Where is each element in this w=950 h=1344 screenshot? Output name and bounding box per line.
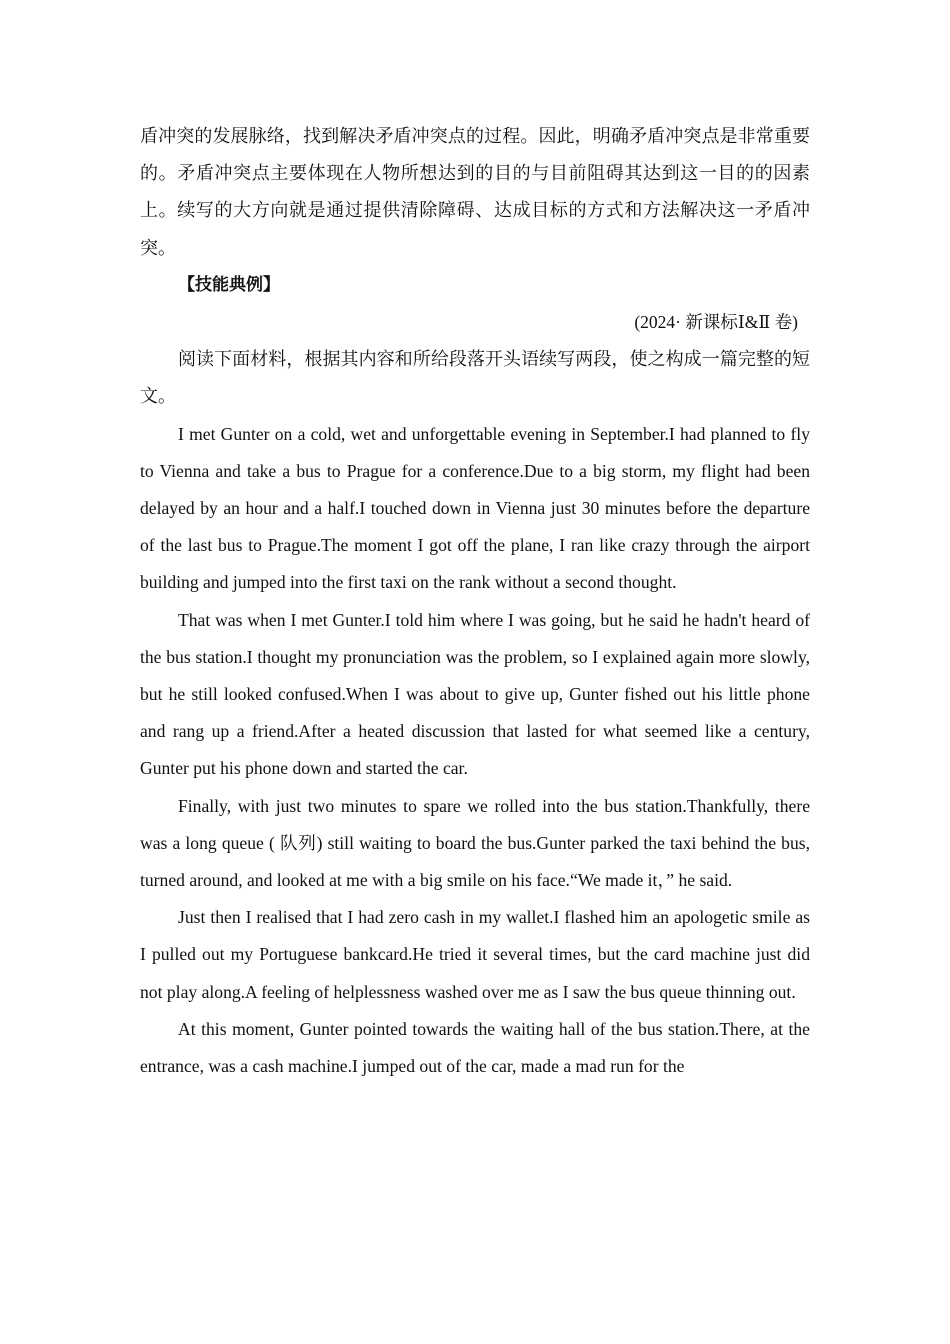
instruction-paragraph: 阅读下面材料，根据其内容和所给段落开头语续写两段，使之构成一篇完整的短文。 xyxy=(140,349,810,407)
story-paragraph-3: Finally, with just two minutes to spare we rolled into the bus station.Thankfully, there was a long queue ( 队列) still waiting to board the bus.Gunter parked the taxi behind the bus, turned around, and looked at me with a big smile on his face.“We made it，” he said. xyxy=(140,795,810,891)
source-citation: (2024· 新课标Ⅰ&Ⅱ 卷) xyxy=(634,312,798,333)
intro-paragraph: 盾冲突的发展脉络，找到解决矛盾冲突点的过程。因此，明确矛盾冲突点是非常重要的。矛盾冲突点主要体现在人物所想达到的目的与目前阻碍其达到这一目的的因素上。续写的大方向就是通过提供清除障碍、达成目标的方式和方法解决这一矛盾冲突。 xyxy=(140,126,810,258)
section-heading: 【技能典例】 xyxy=(178,274,280,295)
document-body xyxy=(140,118,810,1085)
story-paragraph-5: At this moment, Gunter pointed towards the waiting hall of the bus station.There, at the entrance, was a cash machine.I jumped out of the car, made a mad run for the xyxy=(140,1018,810,1077)
story-paragraph-4: Just then I realised that I had zero cash in my wallet.I flashed him an apologetic smile as I pulled out my Portuguese bankcard.He tried it several times, but the card machine just did not play along.A feeling of helplessness washed over me as I saw the bus queue thinning out. xyxy=(140,907,810,1002)
story-paragraph-1: I met Gunter on a cold, wet and unforgettable evening in September.I had planned to fly to Vienna and take a bus to Prague for a conference.Due to a big storm, my flight had been delayed by an hour and a half.I touched down in Vienna just 30 minutes before the departure of the last bus to Prague.The moment I got off the plane, I ran like crazy through the airport building and jumped into the first taxi on the rank without a second thought. xyxy=(140,423,810,593)
story-paragraph-2: That was when I met Gunter.I told him where I was going, but he said he hadn't heard of the bus station.I thought my pronunciation was the problem, so I explained again more slowly, but he still looked confused.When I was about to give up, Gunter fished out his little phone and rang up a friend.After a heated discussion that lasted for what seemed like a century, Gunter put his phone down and started the car. xyxy=(140,609,810,779)
